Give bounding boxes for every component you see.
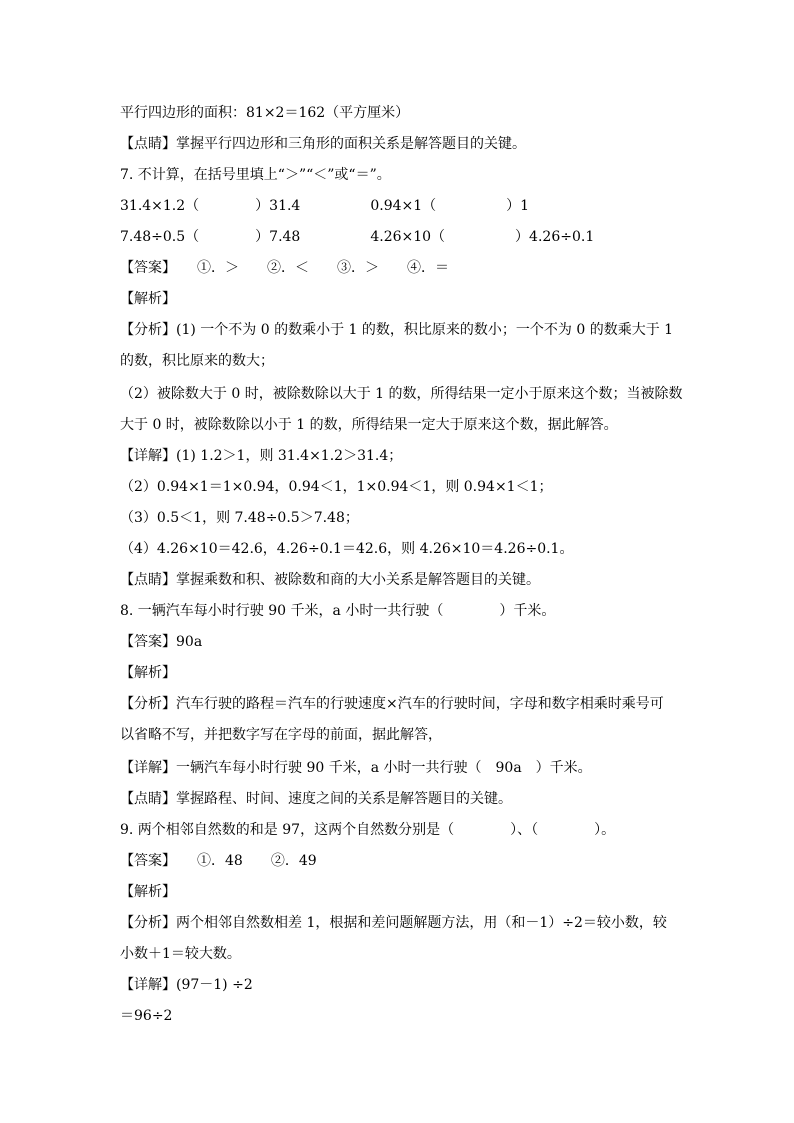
text-line: 【点睛】掌握乘数和积、被除数和商的大小关系是解答题目的关键。 [120,572,540,588]
text-line: 【答案】 ①．48 ②．49 [120,853,317,869]
text-line: ＝96÷2 [120,1008,173,1024]
text-line: 【解析】 [120,884,176,900]
text-line: 9. 两个相邻自然数的和是 97，这两个自然数分别是（ ）、（ ）。 [120,822,616,838]
text-line: 平行四边形的面积：81×2＝162（平方厘米） [120,105,410,121]
text-line: 7. 不计算，在括号里填上“＞”“＜”或“＝”。 [120,167,391,183]
text-line: 以省略不写，并把数字写在字母的前面，据此解答， [120,727,442,743]
text-line: 【点睛】掌握路程、时间、速度之间的关系是解答题目的关键。 [120,791,512,807]
text-line: 8. 一辆汽车每小时行驶 90 千米，a 小时一共行驶（ ）千米。 [120,603,556,619]
text-line: （2）0.94×1＝1×0.94，0.94＜1，1×0.94＜1，则 0.94×1＜1； [120,479,553,495]
text-line: 7.48÷0.5（ ）7.48 4.26×10（ ）4.26÷0.1 [120,229,595,245]
text-line: 【分析】(1) 一个不为 0 的数乘小于 1 的数，积比原来的数小；一个不为 0 的数乘大于 1 [120,322,674,338]
text-line: 【解析】 [120,291,176,307]
text-line: 大于 0 时，被除数除以小于 1 的数，所得结果一定大于原来这个数，据此解答。 [120,417,618,433]
text-line: 31.4×1.2（ ）31.4 0.94×1（ ）1 [120,198,530,214]
text-line: 【分析】汽车行驶的路程＝汽车的行驶速度×汽车的行驶时间，字母和数字相乘时乘号可 [120,696,664,712]
text-line: 【分析】两个相邻自然数相差 1，根据和差问题解题方法，用（和－1）÷2＝较小数，较 [120,915,667,931]
text-line: 的数，积比原来的数大； [120,353,274,369]
text-line: 【解析】 [120,665,176,681]
text-line: （3）0.5＜1，则 7.48÷0.5＞7.48； [120,510,359,526]
text-line: 小数＋1＝较大数。 [120,946,241,962]
text-line: 【答案】 ①．＞ ②．＜ ③．＞ ④．＝ [120,260,449,276]
text-line: （2）被除数大于 0 时，被除数除以大于 1 的数，所得结果一定小于原来这个数；当被除数 [120,386,683,402]
text-line: （4）4.26×10＝42.6，4.26÷0.1＝42.6，则 4.26×10＝4.26÷0.1。 [120,541,574,557]
text-line: 【点睛】掌握平行四边形和三角形的面积关系是解答题目的关键。 [120,136,526,152]
text-line: 【答案】90a [120,634,203,650]
text-line: 【详解】一辆汽车每小时行驶 90 千米，a 小时一共行驶（ 90a ）千米。 [120,760,592,776]
text-line: 【详解】(97－1) ÷2 [120,977,253,993]
text-line: 【详解】(1) 1.2＞1，则 31.4×1.2＞31.4； [120,448,403,464]
